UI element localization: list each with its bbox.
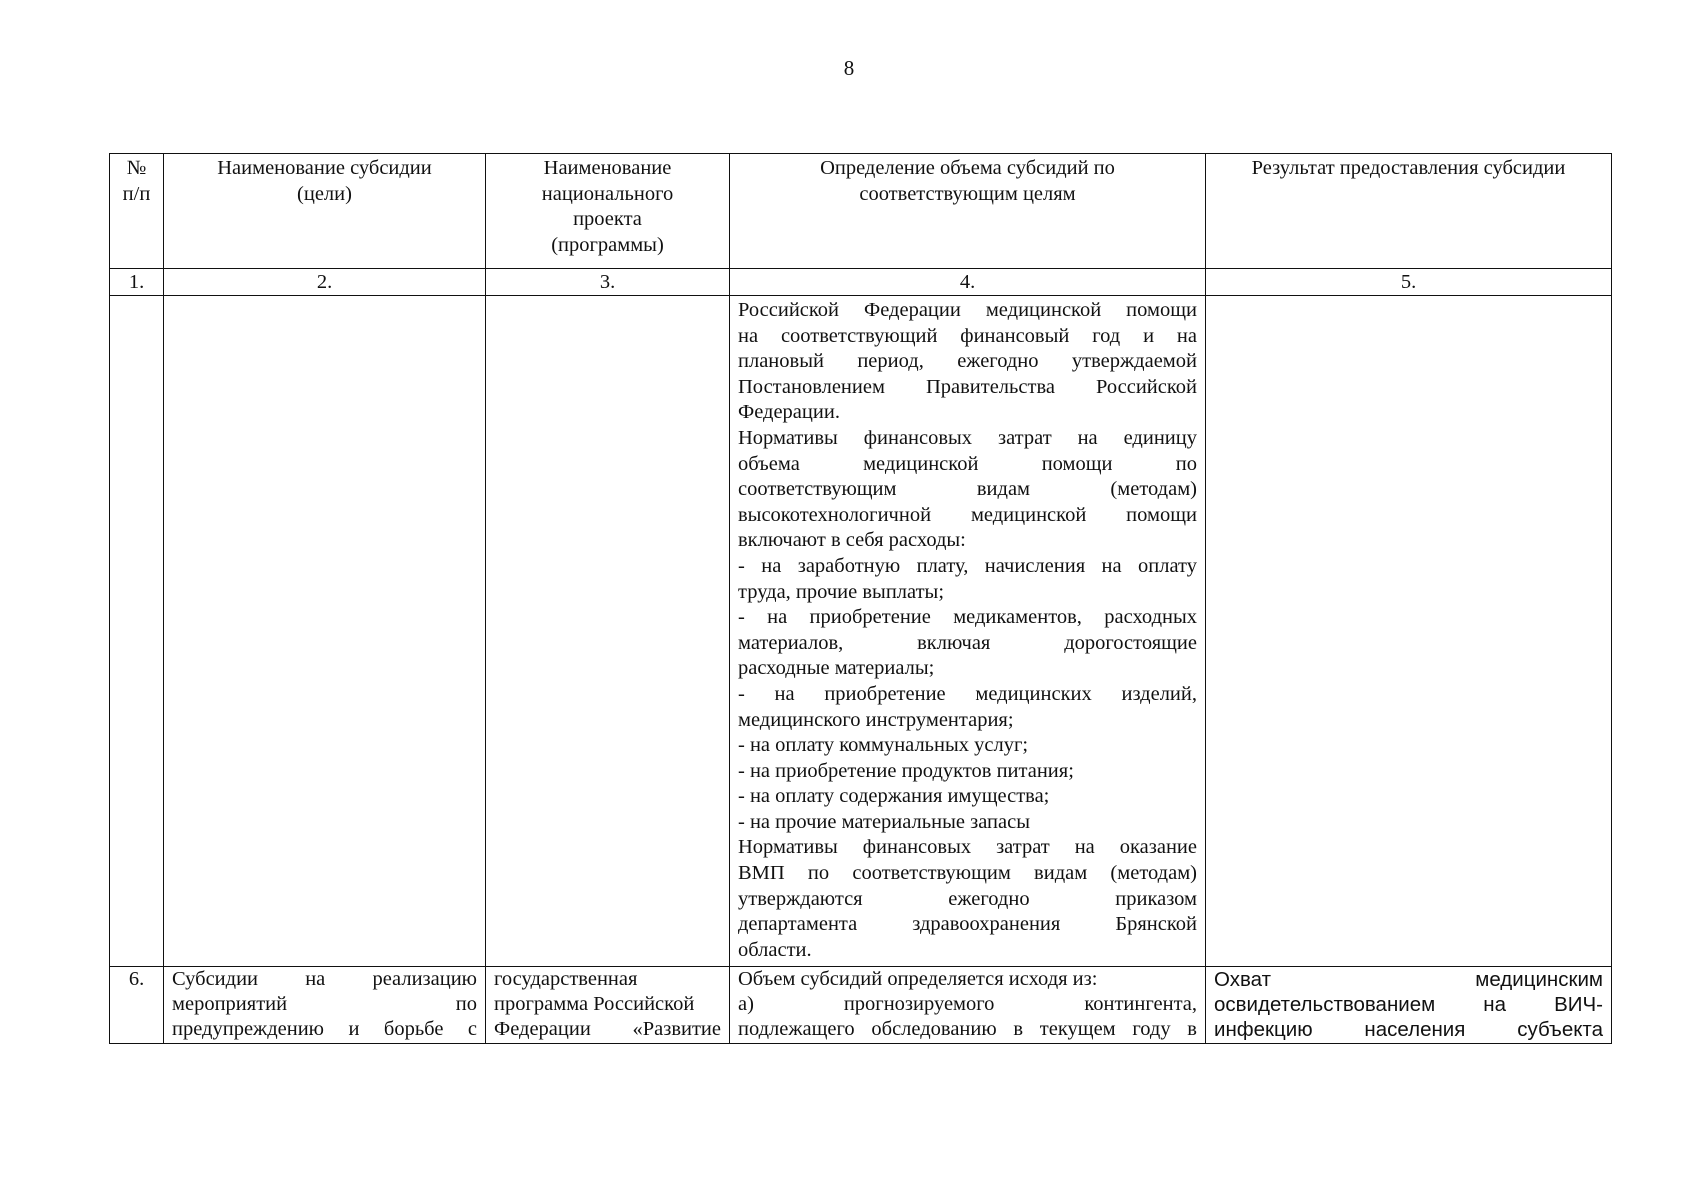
text-line: подлежащего обследованию в текущем году в	[738, 1018, 1197, 1040]
text-line: - на приобретение продуктов питания;	[738, 759, 1074, 782]
header-text: проекта	[573, 208, 642, 231]
result-cell	[1206, 967, 1612, 1044]
text-line: Федерации «Развитие	[494, 1018, 721, 1040]
text-line: высокотехнологичной медицинской помощи	[738, 503, 1197, 526]
project-name-cell	[486, 967, 730, 1044]
text-line: - на заработную плату, начисления на оплату	[738, 554, 1197, 577]
text-line: государственная	[494, 968, 638, 990]
text-line: - на приобретение медицинских изделий,	[738, 682, 1197, 705]
column-number-row	[110, 269, 1612, 296]
text-line: департамента здравоохранения Брянской	[738, 913, 1197, 936]
header-cell-result	[1206, 154, 1612, 269]
column-number: 5.	[1206, 269, 1612, 296]
text-line: - на приобретение медикаментов, расходных	[738, 606, 1197, 629]
continuation-volume-cell	[730, 296, 1206, 967]
column-number: 4.	[730, 269, 1206, 296]
table-cell	[1206, 296, 1612, 967]
text-line: а) прогнозируемого контингента,	[738, 993, 1197, 1015]
column-number: 3.	[486, 269, 730, 296]
text-line: Субсидии на реализацию	[172, 968, 477, 990]
page-number: 8	[843, 56, 855, 80]
text-line: программа Российской	[494, 993, 695, 1015]
text-line: инфекцию населения субъекта	[1214, 1018, 1603, 1041]
subsidy-name-cell	[164, 967, 486, 1044]
text-line: Российской Федерации медицинской помощи	[738, 299, 1197, 321]
text-line: Федерации.	[738, 401, 840, 424]
table-row-continuation	[110, 296, 1612, 967]
row-number: 6.	[110, 967, 164, 1044]
table-header-row	[110, 154, 1612, 269]
text-line: Нормативы финансовых затрат на оказание	[738, 836, 1197, 859]
header-text: соответствующим целям	[859, 182, 1076, 205]
header-cell-volume-definition	[730, 154, 1206, 269]
text-line: включают в себя расходы:	[738, 529, 966, 552]
header-text: национального	[541, 182, 674, 205]
text-line: Постановлением Правительства Российской	[738, 375, 1197, 398]
table-cell	[164, 296, 486, 967]
text-line: медицинского инструментария;	[738, 708, 1014, 731]
table-row-6	[110, 967, 1612, 1044]
volume-definition-cell	[730, 967, 1206, 1044]
text-line: ВМП по соответствующим видам (методам)	[738, 862, 1197, 885]
header-text: (цели)	[297, 182, 352, 205]
header-text: Результат предоставления субсидии	[1251, 157, 1566, 179]
text-line: на соответствующий финансовый год и на	[738, 324, 1197, 347]
column-number: 1.	[110, 269, 164, 296]
header-text: Определение объема субсидий по	[820, 157, 1115, 179]
text-line: расходные материалы;	[738, 657, 935, 680]
text-line: мероприятий по	[172, 993, 477, 1015]
header-cell-project-name	[486, 154, 730, 269]
text-line: соответствующим видам (методам)	[738, 478, 1197, 501]
text-line: Объем субсидий определяется исходя из:	[738, 968, 1098, 990]
table-cell	[486, 296, 730, 967]
text-line: - на оплату содержания имущества;	[738, 785, 1050, 808]
text-line: плановый период, ежегодно утверждаемой	[738, 350, 1197, 373]
text-line: утверждаются ежегодно приказом	[738, 887, 1197, 910]
text-line: труда, прочие выплаты;	[738, 580, 945, 603]
column-number: 2.	[164, 269, 486, 296]
header-cell-subsidy-name	[164, 154, 486, 269]
text-line: - на оплату коммунальных услуг;	[738, 734, 1029, 757]
header-text: №	[126, 157, 147, 179]
text-line: объема медицинской помощи по	[738, 452, 1197, 475]
subsidy-table	[109, 153, 1612, 1044]
table-cell	[110, 296, 164, 967]
text-line: предупреждению и борьбе с	[172, 1018, 477, 1040]
text-line: материалов, включая дорогостоящие	[738, 631, 1197, 654]
text-line: области.	[738, 938, 812, 961]
header-text: п/п	[122, 182, 151, 205]
text-line: - на прочие материальные запасы	[738, 810, 1030, 833]
header-text: (программы)	[551, 233, 664, 256]
header-text: Наименование	[543, 157, 672, 179]
text-line: Нормативы финансовых затрат на единицу	[738, 426, 1197, 449]
header-cell-number	[110, 154, 164, 269]
header-text: Наименование субсидии	[217, 157, 432, 179]
text-line: Охват медицинским	[1214, 968, 1603, 991]
text-line: освидетельствованием на ВИЧ-	[1214, 993, 1603, 1016]
